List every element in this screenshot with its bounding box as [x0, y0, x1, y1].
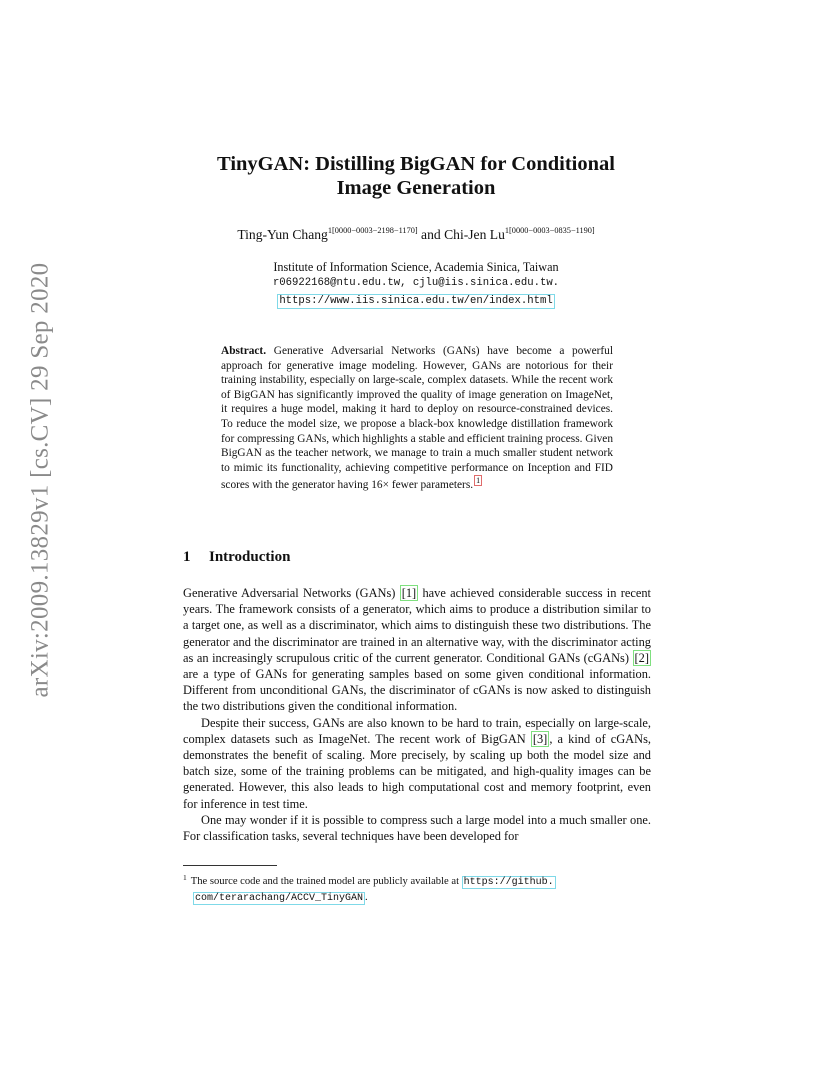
paragraph-3: One may wonder if it is possible to compress such a large model into a much smaller one. For classification tasks, several techniques have been developed for — [183, 812, 651, 844]
footnote-text: The source code and the trained model are publicly available at — [190, 876, 462, 887]
arxiv-stamp — [18, 262, 62, 698]
author-emails: r06922168@ntu.edu.tw, cjlu@iis.sinica.edu.tw. — [272, 277, 560, 289]
abstract-text: Generative Adversarial Networks (GANs) have become a powerful approach for generative image modeling. However, GANs are notorious for their training instability, especially on large-scale, complex datasets. While the recent work of BigGAN has significantly improved the quality of image generation on ImageNet, it requires a huge model, making it hard to deploy on resource-constrained devices. To reduce the model size, we propose a black-box knowledge distillation framework for compressing GANs, which highlights a stable and efficient training process. Given BigGAN as the teacher network, we manage to train a much smaller student network to mimic its functionality, achieving competitive performance on Inception and FID scores with the generator having 16× fewer parameters. — [221, 345, 614, 492]
footnote — [183, 871, 655, 906]
github-url-link-part-2[interactable]: com/terarachang/ACCV_TinyGAN — [195, 892, 364, 904]
paragraph-1-text-b: have achieved considerable success in recent years. The framework consists of a generator, which aims to produce a distribution similar to a target one, as well as a discriminator, which aims to distinguish these two distributions. The generator and the discriminator are trained in an alternative way, with the discriminator acting as an increasingly scrupulous critic of the current generator. Conditional GANs (cGANs) — [183, 586, 651, 665]
paragraph-1-text-c: are a type of GANs for generating samples based on some given conditional information. Different from unconditional GANs, the discriminator of cGANs is now asked to distinguish the two distributions given the conditional information. — [183, 667, 651, 714]
abstract-label: Abstract. — [221, 345, 267, 357]
paper-title — [140, 152, 692, 200]
paragraph-2 — [183, 715, 651, 812]
paragraph-2-text-a: Despite their success, GANs are also known to be hard to train, especially on large-scale, complex datasets such as ImageNet. The recent work of BigGAN — [183, 715, 651, 746]
introduction-body — [183, 585, 651, 844]
author-1-name: Ting-Yun Chang — [237, 227, 328, 242]
author-1-orcid: 1[0000−0003−2198−1170] — [327, 226, 418, 235]
footnote-end: . — [365, 891, 368, 903]
citation-link-3[interactable]: [3] — [532, 731, 548, 746]
abstract — [221, 344, 613, 493]
footnote-divider — [183, 865, 277, 866]
institute-name: Institute of Information Science, Academia Sinica, Taiwan — [273, 260, 559, 274]
section-title: Introduction — [209, 549, 291, 565]
author-2-name: Chi-Jen Lu — [444, 227, 505, 242]
citation-link-2[interactable]: [2] — [634, 650, 649, 665]
title-line-1: TinyGAN: Distilling BigGAN for Conditional — [217, 153, 615, 175]
footnote-reference-link[interactable]: 1 — [476, 476, 481, 486]
section-number: 1 — [183, 549, 191, 565]
section-heading — [183, 549, 290, 566]
title-line-2: Image Generation — [336, 177, 496, 199]
author-list — [140, 226, 692, 243]
paragraph-2-text-b: , a kind of cGANs, demonstrates the benefit of scaling. More precisely, by scaling up both the model size and batch size, some of the training problems can be mitigated, and high-quality images can be generated. However, this also leads to high computational cost and memory footprint, even for inference in test time. — [183, 731, 651, 811]
affiliation-block — [140, 259, 692, 309]
paragraph-1-text-a: Generative Adversarial Networks (GANs) — [183, 586, 400, 600]
footnote-mark: 1 — [183, 873, 187, 882]
author-2-orcid: 1[0000−0003−0835−1190] — [504, 226, 595, 235]
paragraph-1 — [183, 585, 651, 715]
arxiv-identifier: arXiv:2009.13829v1 [cs.CV] 29 Sep 2020 — [26, 262, 54, 698]
citation-link-1[interactable]: [1] — [401, 586, 417, 600]
institute-url-link[interactable]: https://www.iis.sinica.edu.tw/en/index.html — [279, 295, 553, 307]
github-url-link-part-1[interactable]: https://github. — [463, 877, 554, 888]
author-conjunction: and — [421, 227, 441, 242]
